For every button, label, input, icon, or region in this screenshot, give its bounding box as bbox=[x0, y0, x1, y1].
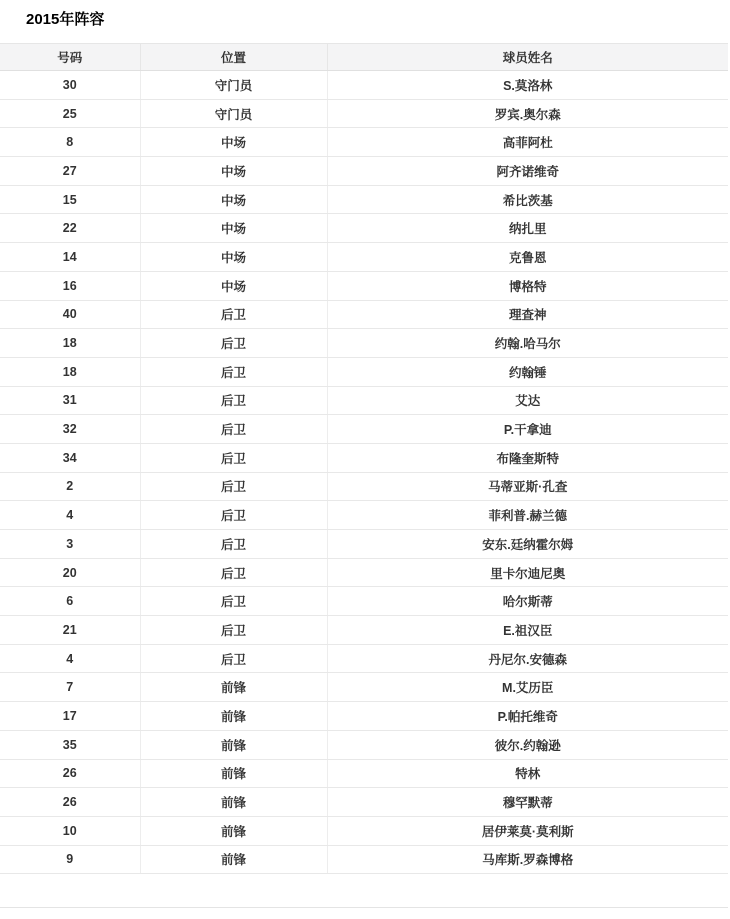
table-row bbox=[0, 501, 728, 530]
cell-position: 前锋 bbox=[140, 759, 327, 788]
cell-position: 后卫 bbox=[140, 644, 327, 673]
roster-table-header bbox=[0, 44, 728, 71]
table-row bbox=[0, 329, 728, 358]
cell-number: 4 bbox=[0, 644, 140, 673]
column-header-position: 位置 bbox=[140, 44, 327, 71]
cell-number: 18 bbox=[0, 329, 140, 358]
cell-number: 22 bbox=[0, 214, 140, 243]
cell-player-name: 罗宾.奥尔森 bbox=[327, 99, 728, 128]
cell-number: 35 bbox=[0, 730, 140, 759]
header-row bbox=[0, 44, 728, 71]
cell-player-name: 特林 bbox=[327, 759, 728, 788]
cell-position: 守门员 bbox=[140, 71, 327, 100]
cell-player-name: 阿齐诺维奇 bbox=[327, 157, 728, 186]
table-row bbox=[0, 673, 728, 702]
cell-player-name: M.艾历臣 bbox=[327, 673, 728, 702]
table-row bbox=[0, 357, 728, 386]
cell-player-name: 菲利普.赫兰德 bbox=[327, 501, 728, 530]
cell-position: 前锋 bbox=[140, 702, 327, 731]
cell-position: 后卫 bbox=[140, 616, 327, 645]
cell-player-name: 希比茨基 bbox=[327, 185, 728, 214]
cell-player-name: P.帕托维奇 bbox=[327, 702, 728, 731]
empty-footer-row bbox=[0, 874, 728, 908]
table-row bbox=[0, 415, 728, 444]
cell-player-name: 布隆奎斯特 bbox=[327, 443, 728, 472]
cell-number: 30 bbox=[0, 71, 140, 100]
cell-position: 守门员 bbox=[140, 99, 327, 128]
cell-position: 前锋 bbox=[140, 730, 327, 759]
table-row bbox=[0, 644, 728, 673]
cell-position: 后卫 bbox=[140, 415, 327, 444]
cell-position: 后卫 bbox=[140, 501, 327, 530]
table-row bbox=[0, 730, 728, 759]
cell-number: 21 bbox=[0, 616, 140, 645]
cell-position: 后卫 bbox=[140, 357, 327, 386]
cell-player-name: 居伊莱莫·莫利斯 bbox=[327, 816, 728, 845]
table-row bbox=[0, 788, 728, 817]
table-row bbox=[0, 386, 728, 415]
cell-position: 后卫 bbox=[140, 530, 327, 559]
cell-number: 16 bbox=[0, 271, 140, 300]
cell-position: 前锋 bbox=[140, 673, 327, 702]
cell-player-name: 博格特 bbox=[327, 271, 728, 300]
cell-number: 8 bbox=[0, 128, 140, 157]
cell-number: 4 bbox=[0, 501, 140, 530]
cell-player-name: 马蒂亚斯·孔查 bbox=[327, 472, 728, 501]
cell-position: 中场 bbox=[140, 185, 327, 214]
cell-number: 9 bbox=[0, 845, 140, 874]
table-row bbox=[0, 128, 728, 157]
cell-player-name: 克鲁恩 bbox=[327, 243, 728, 272]
table-row bbox=[0, 558, 728, 587]
cell-number: 7 bbox=[0, 673, 140, 702]
cell-player-name: S.莫洛林 bbox=[327, 71, 728, 100]
cell-position: 后卫 bbox=[140, 329, 327, 358]
cell-number: 32 bbox=[0, 415, 140, 444]
table-row bbox=[0, 243, 728, 272]
empty-footer-cell bbox=[0, 874, 728, 908]
roster-table bbox=[0, 43, 728, 908]
cell-position: 前锋 bbox=[140, 845, 327, 874]
table-row bbox=[0, 816, 728, 845]
cell-player-name: 彼尔.约翰逊 bbox=[327, 730, 728, 759]
cell-player-name: E.祖汉臣 bbox=[327, 616, 728, 645]
cell-number: 27 bbox=[0, 157, 140, 186]
cell-position: 后卫 bbox=[140, 587, 327, 616]
cell-position: 中场 bbox=[140, 128, 327, 157]
table-row bbox=[0, 530, 728, 559]
cell-position: 后卫 bbox=[140, 443, 327, 472]
cell-number: 10 bbox=[0, 816, 140, 845]
cell-number: 18 bbox=[0, 357, 140, 386]
cell-number: 14 bbox=[0, 243, 140, 272]
cell-position: 后卫 bbox=[140, 558, 327, 587]
cell-position: 后卫 bbox=[140, 300, 327, 329]
cell-number: 15 bbox=[0, 185, 140, 214]
cell-player-name: 纳扎里 bbox=[327, 214, 728, 243]
cell-player-name: 理查神 bbox=[327, 300, 728, 329]
table-row bbox=[0, 271, 728, 300]
cell-number: 25 bbox=[0, 99, 140, 128]
cell-player-name: 艾达 bbox=[327, 386, 728, 415]
cell-position: 前锋 bbox=[140, 788, 327, 817]
table-row bbox=[0, 71, 728, 100]
cell-number: 26 bbox=[0, 788, 140, 817]
cell-player-name: 穆罕默蒂 bbox=[327, 788, 728, 817]
cell-number: 40 bbox=[0, 300, 140, 329]
cell-position: 中场 bbox=[140, 157, 327, 186]
table-row bbox=[0, 185, 728, 214]
roster-table-footer bbox=[0, 874, 728, 908]
cell-player-name: 安东.廷纳霍尔姆 bbox=[327, 530, 728, 559]
column-header-number: 号码 bbox=[0, 44, 140, 71]
cell-position: 后卫 bbox=[140, 472, 327, 501]
table-row bbox=[0, 587, 728, 616]
cell-player-name: 约翰锤 bbox=[327, 357, 728, 386]
cell-player-name: 马库斯.罗森博格 bbox=[327, 845, 728, 874]
cell-number: 3 bbox=[0, 530, 140, 559]
table-row bbox=[0, 472, 728, 501]
cell-number: 2 bbox=[0, 472, 140, 501]
cell-position: 前锋 bbox=[140, 816, 327, 845]
page-title: 2015年阵容 bbox=[26, 11, 105, 28]
table-row bbox=[0, 702, 728, 731]
table-row bbox=[0, 99, 728, 128]
cell-player-name: 高菲阿杜 bbox=[327, 128, 728, 157]
cell-number: 34 bbox=[0, 443, 140, 472]
table-row bbox=[0, 616, 728, 645]
cell-number: 20 bbox=[0, 558, 140, 587]
column-header-player-name: 球员姓名 bbox=[327, 44, 728, 71]
table-row bbox=[0, 300, 728, 329]
table-row bbox=[0, 759, 728, 788]
roster-table-body bbox=[0, 71, 728, 874]
cell-position: 中场 bbox=[140, 271, 327, 300]
cell-player-name: 约翰.哈马尔 bbox=[327, 329, 728, 358]
table-row bbox=[0, 157, 728, 186]
table-row bbox=[0, 214, 728, 243]
cell-position: 后卫 bbox=[140, 386, 327, 415]
table-row bbox=[0, 845, 728, 874]
cell-player-name: 哈尔斯蒂 bbox=[327, 587, 728, 616]
table-row bbox=[0, 443, 728, 472]
cell-number: 17 bbox=[0, 702, 140, 731]
cell-player-name: 丹尼尔.安德森 bbox=[327, 644, 728, 673]
cell-player-name: 里卡尔迪尼奥 bbox=[327, 558, 728, 587]
cell-position: 中场 bbox=[140, 214, 327, 243]
cell-number: 31 bbox=[0, 386, 140, 415]
cell-number: 26 bbox=[0, 759, 140, 788]
cell-position: 中场 bbox=[140, 243, 327, 272]
cell-player-name: P.干拿迪 bbox=[327, 415, 728, 444]
cell-number: 6 bbox=[0, 587, 140, 616]
